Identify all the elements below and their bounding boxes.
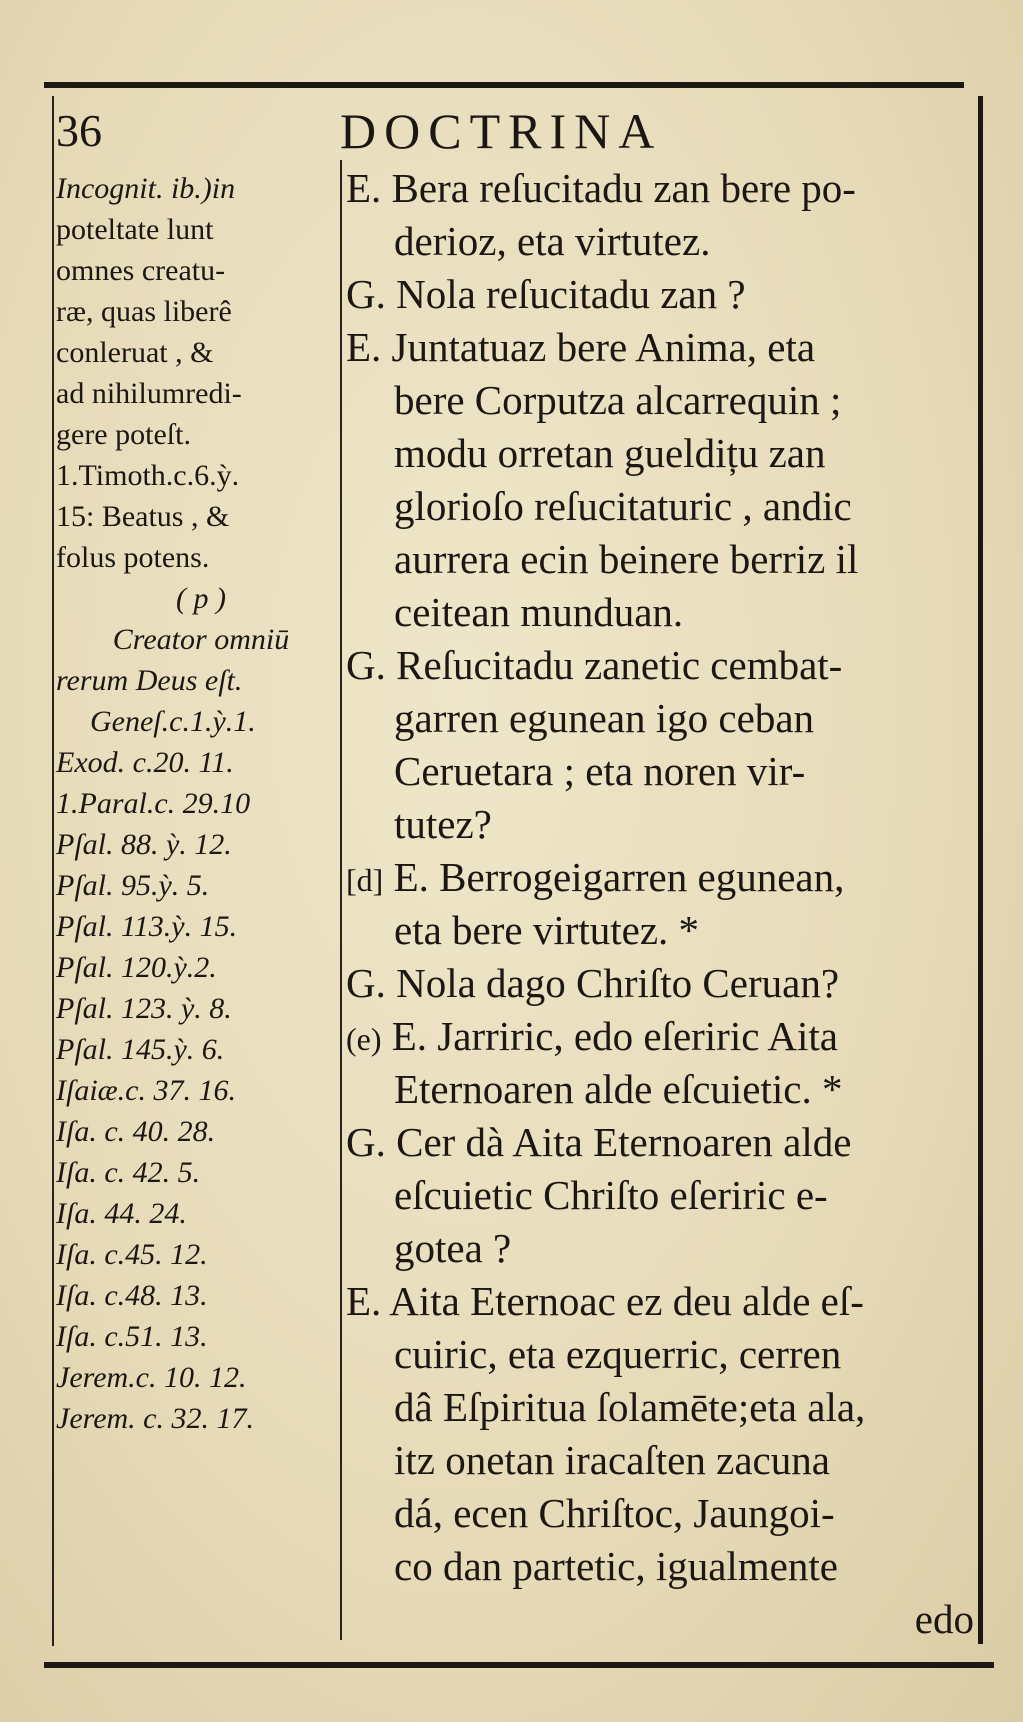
text-line	[346, 215, 974, 268]
marginal-note-line: Incognit. ib.)in	[56, 172, 236, 205]
text-line-content: aurrera ecin beinere berriz il	[394, 536, 859, 582]
marginal-note-line: rerum Deus eſt.	[56, 664, 243, 697]
text-line-content: eta bere virtutez. *	[394, 907, 700, 953]
text-line	[346, 798, 974, 851]
text-line-content: ceitean munduan.	[394, 589, 684, 635]
column-divider	[340, 160, 342, 1640]
marginal-note-line: Pſal. 88. ỳ. 12.	[56, 828, 232, 861]
marginal-note-line: Geneſ.c.1.ỳ.1.	[90, 705, 256, 738]
marginal-note-line: Creator omniū	[112, 623, 290, 656]
marginal-notes	[56, 168, 336, 1439]
marginal-note-line: Iſa. c. 40. 28.	[56, 1115, 216, 1148]
marginal-note-line: Iſa. c. 42. 5.	[56, 1156, 201, 1189]
marginal-note-line: Jerem.c. 10. 12.	[56, 1361, 247, 1394]
marginal-note-line: poteltate lunt	[56, 213, 214, 246]
text-line	[346, 1222, 974, 1275]
text-line	[346, 1540, 974, 1593]
text-line-content: edo	[914, 1596, 974, 1642]
text-line	[346, 1434, 974, 1487]
text-line	[346, 851, 974, 904]
left-frame-line	[52, 96, 54, 1646]
text-line-content: garren egunean igo ceban	[394, 695, 815, 741]
marginal-note-line: Iſaiæ.c. 37. 16.	[56, 1074, 236, 1107]
text-line	[346, 586, 974, 639]
marginal-note-line: Iſa. c.45. 12.	[56, 1238, 208, 1271]
text-line-content: gotea ?	[394, 1225, 512, 1271]
text-line	[346, 692, 974, 745]
marginal-note-line: Pſal. 113.ỳ. 15.	[56, 910, 238, 943]
right-frame-line	[978, 96, 983, 1644]
text-line-content: dâ Eſpiritua ſolamēte;eta ala,	[394, 1384, 866, 1430]
running-title: DOCTRINA	[340, 103, 663, 159]
text-line	[346, 1381, 974, 1434]
text-line	[346, 639, 974, 692]
marginal-note-line: ( p )	[176, 582, 226, 615]
text-line-content: G. Nola dago Chriſto Ceruan?	[346, 960, 840, 1006]
marginal-note-line: Jerem. c. 32. 17.	[56, 1402, 254, 1435]
marginal-note-line: gere poteſt.	[56, 418, 191, 451]
marginal-note-line: Iſa. 44. 24.	[56, 1197, 187, 1230]
text-line-content: dá, ecen Chriſtoc, Jaungoi-	[394, 1490, 835, 1536]
marginal-note-line: Pſal. 120.ỳ.2.	[56, 951, 217, 984]
text-line-content: E. Berrogeigarren egunean,	[393, 854, 845, 900]
text-line-content: derioz, eta virtutez.	[394, 218, 711, 264]
text-line-content: glorioſo reſucitaturic , andic	[394, 483, 852, 529]
text-line-content: E. Juntatuaz bere Anima, eta	[346, 324, 816, 370]
text-line-content: E. Jarriric, edo eſeriric Aita	[391, 1013, 839, 1059]
text-line-content: bere Corputza alcarrequin ;	[394, 377, 842, 423]
text-line-content: eſcuietic Chriſto eſeriric e-	[394, 1172, 828, 1218]
marginal-note-line: Pſal. 123. ỳ. 8.	[56, 992, 232, 1025]
text-line	[346, 162, 974, 215]
marginal-note-line: 1.Paral.c. 29.10	[56, 787, 251, 820]
marginal-note-line: 1.Timoth.c.6.ỳ.	[56, 459, 240, 492]
marginal-note-line: Exod. c.20. 11.	[56, 746, 234, 779]
note-reference-mark: [d]	[346, 862, 384, 898]
text-line	[346, 480, 974, 533]
marginal-note-line: conleruat , &	[56, 336, 214, 369]
text-line-content: G. Nola reſucitadu zan ?	[346, 271, 746, 317]
marginal-note-line: omnes creatu-	[56, 254, 226, 287]
marginal-note-line: ad nihilumredi-	[56, 377, 242, 410]
text-line	[346, 957, 974, 1010]
text-line	[346, 1487, 974, 1540]
marginal-note-line: 15: Beatus , &	[56, 500, 230, 533]
marginal-note-line: ræ, quas liberê	[56, 295, 232, 328]
text-line-content: G. Reſucitadu zanetic cembat-	[346, 642, 843, 688]
text-line	[346, 1328, 974, 1381]
page-number: 36	[56, 105, 102, 156]
text-line-content: tutez?	[394, 801, 492, 847]
text-line-content: itz onetan iracaſten zacuna	[394, 1437, 830, 1483]
text-line	[346, 1169, 974, 1222]
marginal-note-line: Pſal. 95.ỳ. 5.	[56, 869, 210, 902]
text-line-content: Eternoaren alde eſcuietic. *	[394, 1066, 843, 1112]
top-rule	[44, 82, 964, 88]
text-line-content: Ceruetara ; eta noren vir-	[394, 748, 806, 794]
text-line-content: cuiric, eta ezquerric, cerren	[394, 1331, 842, 1377]
text-line-content: G. Cer dà Aita Eternoaren alde	[346, 1119, 852, 1165]
text-line	[346, 904, 974, 957]
text-line	[346, 374, 974, 427]
main-text	[346, 162, 974, 1646]
text-line	[346, 1063, 974, 1116]
text-line	[346, 268, 974, 321]
marginal-note-line: Pſal. 145.ỳ. 6.	[56, 1033, 225, 1066]
text-line-content: E. Aita Eternoac ez deu alde eſ-	[346, 1278, 864, 1324]
text-line	[346, 321, 974, 374]
text-line	[346, 1010, 974, 1063]
text-line	[346, 427, 974, 480]
marginal-note-line: Iſa. c.48. 13.	[56, 1279, 208, 1312]
text-line	[346, 1275, 974, 1328]
text-line	[346, 533, 974, 586]
text-line-content: E. Bera reſucitadu zan bere po-	[346, 165, 856, 211]
text-line	[346, 1116, 974, 1169]
bottom-rule	[44, 1662, 994, 1668]
text-line	[346, 1593, 974, 1646]
note-reference-mark: (e)	[346, 1021, 382, 1057]
marginal-note-line: Iſa. c.51. 13.	[56, 1320, 208, 1353]
text-line	[346, 745, 974, 798]
text-line-content: co dan partetic, igualmente	[394, 1543, 838, 1589]
text-line-content: modu orretan gueldițu zan	[394, 430, 826, 476]
marginal-note-line: folus potens.	[56, 541, 210, 574]
